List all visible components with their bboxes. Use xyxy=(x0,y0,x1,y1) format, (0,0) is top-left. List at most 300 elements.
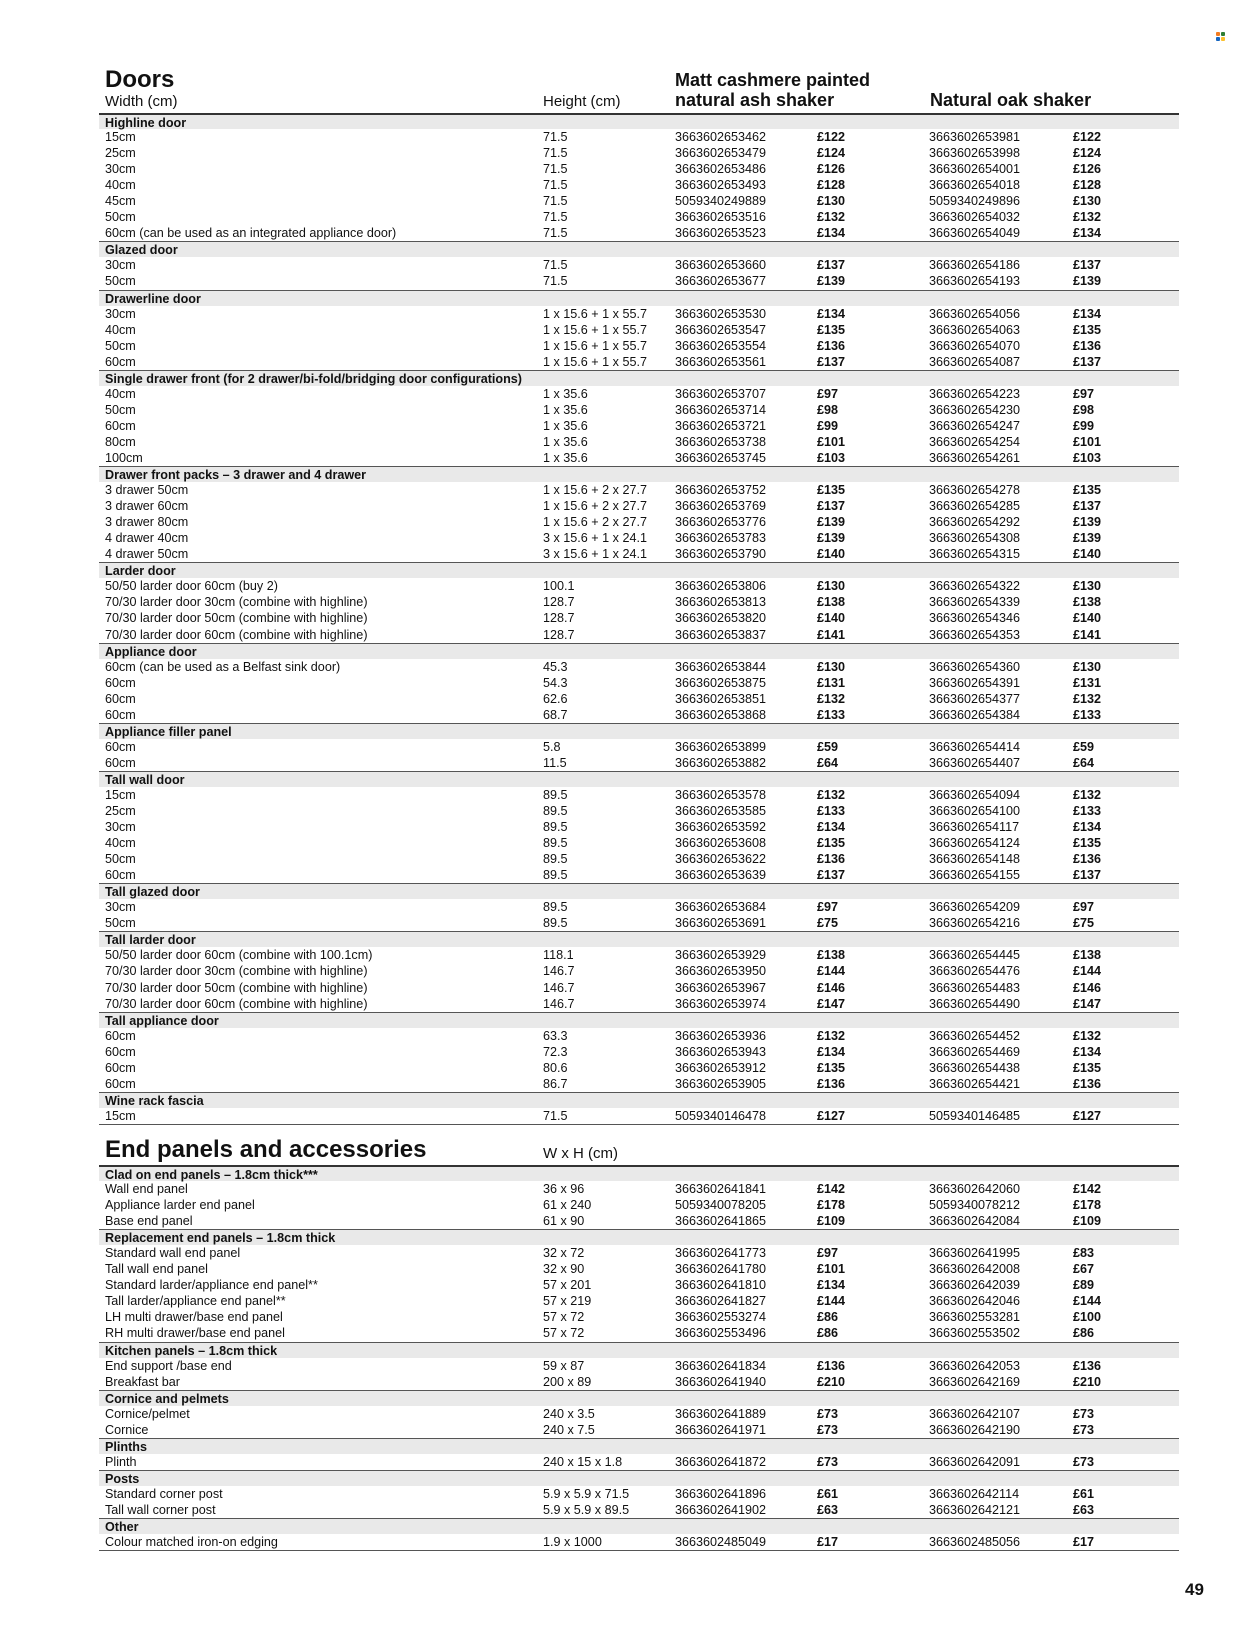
table-row xyxy=(99,1358,1179,1374)
item-label: 50cm xyxy=(105,916,136,931)
ash-price: £144 xyxy=(817,1294,846,1309)
dimension-cell: 63.3 xyxy=(543,1028,568,1043)
table-row xyxy=(99,578,1179,594)
oak-price: £128 xyxy=(1073,178,1102,193)
ash-price: £135 xyxy=(817,836,846,851)
table-row xyxy=(99,273,1179,289)
dimension-cell: 1 x 35.6 xyxy=(543,434,588,449)
category-row xyxy=(99,1165,1179,1181)
oak-price: £144 xyxy=(1073,1294,1102,1309)
item-label: 15cm xyxy=(105,130,136,145)
ash-product-code: 3663602653769 xyxy=(675,499,767,514)
dimension-cell: 1 x 15.6 + 1 x 55.7 xyxy=(543,354,647,369)
table-bottom-rule xyxy=(99,1124,1179,1125)
oak-product-code: 3663602642114 xyxy=(929,1486,1020,1501)
ash-product-code: 3663602641896 xyxy=(675,1486,767,1501)
ash-price: £17 xyxy=(817,1535,839,1550)
ash-price: £134 xyxy=(817,1278,846,1293)
ash-product-code: 3663602641971 xyxy=(675,1422,767,1437)
oak-product-code: 3663602654100 xyxy=(929,804,1021,819)
oak-price: £137 xyxy=(1073,354,1102,369)
item-label: 60cm xyxy=(105,1044,136,1059)
ash-product-code: 3663602653882 xyxy=(675,755,767,770)
table-bottom-rule xyxy=(99,1550,1179,1551)
table-row xyxy=(99,867,1179,883)
category-label: Drawer front packs – 3 drawer and 4 drawer xyxy=(105,468,367,483)
dimension-cell: 1.9 x 1000 xyxy=(543,1535,602,1550)
item-label: 40cm xyxy=(105,836,136,851)
table-row xyxy=(99,338,1179,354)
ash-product-code: 3663602653752 xyxy=(675,483,767,498)
oak-product-code: 5059340146485 xyxy=(929,1108,1021,1123)
dimension-cell: 32 x 72 xyxy=(543,1246,585,1261)
table-row xyxy=(99,1028,1179,1044)
table-row xyxy=(99,1502,1179,1518)
ash-product-code: 3663602653899 xyxy=(675,739,767,754)
dimension-cell: 89.5 xyxy=(543,916,568,931)
category-row xyxy=(99,723,1179,739)
dimension-cell: 59 x 87 xyxy=(543,1358,585,1373)
ash-price: £61 xyxy=(817,1486,839,1501)
ash-price: £134 xyxy=(817,1044,846,1059)
dimension-cell: 62.6 xyxy=(543,691,568,706)
ash-price: £131 xyxy=(817,675,846,690)
ash-price: £59 xyxy=(817,739,839,754)
item-label: 60cm (can be used as a Belfast sink door) xyxy=(105,659,341,674)
dimension-cell: 1 x 15.6 + 1 x 55.7 xyxy=(543,306,647,321)
table-row xyxy=(99,193,1179,209)
oak-product-code: 3663602654056 xyxy=(929,306,1021,321)
item-label: 15cm xyxy=(105,787,136,802)
oak-price: £135 xyxy=(1073,322,1102,337)
item-label: 50cm xyxy=(105,852,136,867)
ash-price: £97 xyxy=(817,1246,839,1261)
item-label: 30cm xyxy=(105,258,136,273)
ash-product-code: 3663602485049 xyxy=(675,1535,767,1550)
ash-price: £75 xyxy=(817,916,839,931)
item-label: 60cm xyxy=(105,1076,136,1091)
item-label: LH multi drawer/base end panel xyxy=(105,1310,283,1325)
table-row xyxy=(99,1486,1179,1502)
ash-price: £130 xyxy=(817,659,846,674)
oak-product-code: 3663602654094 xyxy=(929,787,1021,802)
item-label: 50cm xyxy=(105,402,136,417)
oak-price: £144 xyxy=(1073,964,1102,979)
ash-price: £132 xyxy=(817,787,846,802)
table-row xyxy=(99,980,1179,996)
dimension-cell: 128.7 xyxy=(543,595,575,610)
dimension-cell: 89.5 xyxy=(543,787,568,802)
item-label: 60cm xyxy=(105,691,136,706)
item-label: Standard larder/appliance end panel** xyxy=(105,1278,318,1293)
ash-price: £86 xyxy=(817,1326,839,1341)
item-label: Appliance larder end panel xyxy=(105,1198,255,1213)
category-label: Tall appliance door xyxy=(105,1013,219,1028)
table-row xyxy=(99,1060,1179,1076)
oak-product-code: 3663602654407 xyxy=(929,755,1021,770)
category-label: Tall glazed door xyxy=(105,885,200,900)
dimension-cell: 71.5 xyxy=(543,162,568,177)
ash-product-code: 3663602653608 xyxy=(675,836,767,851)
table-row xyxy=(99,1293,1179,1309)
ash-price: £138 xyxy=(817,595,846,610)
table-row xyxy=(99,899,1179,915)
item-label: 60cm xyxy=(105,868,136,883)
oak-price: £132 xyxy=(1073,1028,1102,1043)
dimension-cell: 3 x 15.6 + 1 x 24.1 xyxy=(543,547,647,562)
dimension-cell: 240 x 7.5 xyxy=(543,1422,595,1437)
ash-product-code: 3663602653967 xyxy=(675,980,767,995)
item-label: 60cm xyxy=(105,1060,136,1075)
table-row xyxy=(99,306,1179,322)
dimension-cell: 1 x 15.6 + 1 x 55.7 xyxy=(543,338,647,353)
ash-price: £97 xyxy=(817,386,839,401)
table-row xyxy=(99,1213,1179,1229)
dimension-cell: 128.7 xyxy=(543,627,575,642)
table-row xyxy=(99,546,1179,562)
item-label: 50cm xyxy=(105,274,136,289)
ash-price: £126 xyxy=(817,162,846,177)
oak-shaker-header: Natural oak shaker xyxy=(930,90,1092,110)
ash-product-code: 3663602653622 xyxy=(675,852,767,867)
ash-product-code: 3663602653929 xyxy=(675,948,767,963)
ash-product-code: 3663602653523 xyxy=(675,226,767,241)
dimension-cell: 146.7 xyxy=(543,964,575,979)
dimension-cell: 57 x 72 xyxy=(543,1310,585,1325)
ash-price: £137 xyxy=(817,499,846,514)
dimension-cell: 57 x 72 xyxy=(543,1326,585,1341)
oak-price: £98 xyxy=(1073,402,1095,417)
ash-product-code: 3663602653738 xyxy=(675,434,767,449)
ash-product-code: 3663602653745 xyxy=(675,450,767,465)
oak-price: £178 xyxy=(1073,1198,1102,1213)
dimension-cell: 68.7 xyxy=(543,707,568,722)
dimension-cell: 45.3 xyxy=(543,659,568,674)
item-label: 60cm xyxy=(105,707,136,722)
oak-product-code: 3663602654278 xyxy=(929,483,1021,498)
oak-product-code: 3663602642169 xyxy=(929,1374,1021,1389)
table-row xyxy=(99,354,1179,370)
oak-price: £73 xyxy=(1073,1422,1095,1437)
item-label: 60cm xyxy=(105,675,136,690)
ash-product-code: 3663602641865 xyxy=(675,1214,767,1229)
table-row xyxy=(99,963,1179,979)
dimension-cell: 89.5 xyxy=(543,900,568,915)
category-row xyxy=(99,1012,1179,1028)
oak-product-code: 3663602654377 xyxy=(929,691,1021,706)
ash-price: £136 xyxy=(817,1076,846,1091)
ash-product-code: 5059340249889 xyxy=(675,194,767,209)
ash-price: £127 xyxy=(817,1108,846,1123)
category-label: Highline door xyxy=(105,116,187,130)
oak-price: £138 xyxy=(1073,595,1102,610)
oak-product-code: 3663602653981 xyxy=(929,130,1021,145)
oak-price: £146 xyxy=(1073,980,1102,995)
item-label: Wall end panel xyxy=(105,1182,188,1197)
oak-product-code: 3663602654148 xyxy=(929,852,1021,867)
ash-price: £137 xyxy=(817,258,846,273)
category-row xyxy=(99,771,1179,787)
table-row xyxy=(99,257,1179,273)
ash-price: £135 xyxy=(817,1060,846,1075)
oak-product-code: 3663602654346 xyxy=(929,611,1021,626)
table-row xyxy=(99,1534,1179,1550)
category-label: Posts xyxy=(105,1471,140,1486)
dimension-cell: 71.5 xyxy=(543,194,568,209)
item-label: 4 drawer 40cm xyxy=(105,531,189,546)
dimension-cell: 1 x 15.6 + 2 x 27.7 xyxy=(543,515,647,530)
ash-product-code: 3663602641834 xyxy=(675,1358,767,1373)
ash-price: £136 xyxy=(817,338,846,353)
oak-product-code: 3663602653998 xyxy=(929,146,1021,161)
oak-price: £137 xyxy=(1073,499,1102,514)
category-label: Other xyxy=(105,1520,139,1535)
oak-price: £103 xyxy=(1073,450,1102,465)
oak-product-code: 3663602642060 xyxy=(929,1182,1021,1197)
oak-price: £59 xyxy=(1073,739,1095,754)
oak-product-code: 3663602654391 xyxy=(929,675,1021,690)
table-row xyxy=(99,386,1179,402)
dimension-cell: 71.5 xyxy=(543,258,568,273)
ash-product-code: 3663602653936 xyxy=(675,1028,767,1043)
ash-price: £138 xyxy=(817,948,846,963)
dimension-cell: 61 x 90 xyxy=(543,1214,585,1229)
ash-price: £140 xyxy=(817,611,846,626)
oak-price: £97 xyxy=(1073,900,1095,915)
item-label: 70/30 larder door 50cm (combine with highline) xyxy=(105,980,368,995)
category-row xyxy=(99,466,1179,482)
dimension-cell: 1 x 35.6 xyxy=(543,450,588,465)
oak-price: £63 xyxy=(1073,1502,1095,1517)
category-label: Kitchen panels – 1.8cm thick xyxy=(105,1343,278,1358)
table-row xyxy=(99,659,1179,675)
table-row xyxy=(99,947,1179,963)
oak-price: £139 xyxy=(1073,531,1102,546)
dimension-cell: 57 x 219 xyxy=(543,1294,592,1309)
oak-price: £99 xyxy=(1073,418,1095,433)
item-label: Tall wall end panel xyxy=(105,1262,208,1277)
ash-product-code: 3663602653837 xyxy=(675,627,767,642)
table-row xyxy=(99,450,1179,466)
oak-product-code: 3663602654384 xyxy=(929,707,1021,722)
oak-price: £130 xyxy=(1073,659,1102,674)
oak-product-code: 3663602642008 xyxy=(929,1262,1021,1277)
item-label: 60cm xyxy=(105,1028,136,1043)
table-row xyxy=(99,1309,1179,1325)
ash-product-code: 3663602653974 xyxy=(675,996,767,1011)
oak-price: £130 xyxy=(1073,579,1102,594)
oak-price: £130 xyxy=(1073,194,1102,209)
dimension-cell: 71.5 xyxy=(543,130,568,145)
item-label: Plinth xyxy=(105,1454,137,1469)
oak-product-code: 3663602654063 xyxy=(929,322,1021,337)
item-label: 3 drawer 60cm xyxy=(105,499,189,514)
oak-product-code: 5059340249896 xyxy=(929,194,1021,209)
oak-price: £147 xyxy=(1073,996,1102,1011)
oak-product-code: 3663602654292 xyxy=(929,515,1021,530)
category-row xyxy=(99,931,1179,947)
oak-price: £134 xyxy=(1073,226,1102,241)
item-label: 25cm xyxy=(105,146,136,161)
oak-price: £136 xyxy=(1073,852,1102,867)
dimension-cell: 89.5 xyxy=(543,820,568,835)
dimension-cell: 5.9 x 5.9 x 71.5 xyxy=(543,1486,630,1501)
ash-product-code: 3663602653639 xyxy=(675,868,767,883)
ash-price: £144 xyxy=(817,964,846,979)
item-label: 60cm xyxy=(105,739,136,754)
ash-product-code: 3663602653578 xyxy=(675,787,767,802)
oak-price: £136 xyxy=(1073,338,1102,353)
item-label: 60cm xyxy=(105,418,136,433)
ash-price: £132 xyxy=(817,210,846,225)
oak-price: £137 xyxy=(1073,868,1102,883)
oak-price: £101 xyxy=(1073,434,1102,449)
ash-shaker-header-line2: natural ash shaker xyxy=(675,90,835,110)
table-row xyxy=(99,530,1179,546)
oak-price: £17 xyxy=(1073,1535,1095,1550)
dimension-cell: 1 x 15.6 + 2 x 27.7 xyxy=(543,483,647,498)
table-row xyxy=(99,1422,1179,1438)
oak-price: £133 xyxy=(1073,707,1102,722)
oak-price: £75 xyxy=(1073,916,1095,931)
table-row xyxy=(99,498,1179,514)
ash-price: £136 xyxy=(817,1358,846,1373)
item-label: 80cm xyxy=(105,434,136,449)
oak-product-code: 3663602654209 xyxy=(929,900,1021,915)
table-row xyxy=(99,418,1179,434)
ash-product-code: 3663602653905 xyxy=(675,1076,767,1091)
table-row xyxy=(99,129,1179,145)
ash-price: £73 xyxy=(817,1454,839,1469)
ash-price: £63 xyxy=(817,1502,839,1517)
oak-product-code: 3663602654001 xyxy=(929,162,1021,177)
ash-price: £130 xyxy=(817,194,846,209)
ash-product-code: 3663602653776 xyxy=(675,515,767,530)
ash-price: £137 xyxy=(817,354,846,369)
table-row xyxy=(99,1374,1179,1390)
item-label: 60cm xyxy=(105,755,136,770)
table-row xyxy=(99,1261,1179,1277)
oak-product-code: 3663602553502 xyxy=(929,1326,1021,1341)
oak-price: £64 xyxy=(1073,755,1095,770)
ash-price: £101 xyxy=(817,434,846,449)
dimension-cell: 71.5 xyxy=(543,226,568,241)
ash-price: £133 xyxy=(817,804,846,819)
oak-price: £134 xyxy=(1073,1044,1102,1059)
ash-price: £135 xyxy=(817,483,846,498)
category-row xyxy=(99,643,1179,659)
category-label: Wine rack fascia xyxy=(105,1093,204,1108)
oak-price: £67 xyxy=(1073,1262,1095,1277)
ash-price: £134 xyxy=(817,820,846,835)
oak-price: £133 xyxy=(1073,804,1102,819)
category-label: Clad on end panels – 1.8cm thick*** xyxy=(105,1168,318,1182)
item-label: 100cm xyxy=(105,450,143,465)
oak-product-code: 3663602654308 xyxy=(929,531,1021,546)
oak-product-code: 3663602654414 xyxy=(929,739,1021,754)
table-row xyxy=(99,996,1179,1012)
ash-product-code: 3663602553496 xyxy=(675,1326,767,1341)
oak-product-code: 3663602654476 xyxy=(929,964,1021,979)
category-row xyxy=(99,883,1179,899)
item-label: Colour matched iron-on edging xyxy=(105,1535,278,1550)
item-label: Cornice xyxy=(105,1422,149,1437)
dimension-cell: 100.1 xyxy=(543,579,575,594)
dimension-cell: 3 x 15.6 + 1 x 24.1 xyxy=(543,531,647,546)
ash-price: £137 xyxy=(817,868,846,883)
oak-price: £137 xyxy=(1073,258,1102,273)
oak-product-code: 5059340078212 xyxy=(929,1198,1021,1213)
dimension-cell: 86.7 xyxy=(543,1076,568,1091)
ash-product-code: 3663602641773 xyxy=(675,1246,767,1261)
ash-product-code: 3663602653691 xyxy=(675,916,767,931)
ash-price: £134 xyxy=(817,226,846,241)
table-row xyxy=(99,819,1179,835)
oak-product-code: 3663602654216 xyxy=(929,916,1021,931)
oak-product-code: 3663602553281 xyxy=(929,1310,1021,1325)
ash-price: £73 xyxy=(817,1422,839,1437)
table-row xyxy=(99,707,1179,723)
ash-product-code: 3663602641810 xyxy=(675,1278,767,1293)
category-row xyxy=(99,370,1179,386)
oak-price: £131 xyxy=(1073,675,1102,690)
oak-product-code: 3663602654049 xyxy=(929,226,1021,241)
ash-price: £142 xyxy=(817,1182,846,1197)
ash-product-code: 3663602641780 xyxy=(675,1262,767,1277)
oak-product-code: 3663602654186 xyxy=(929,258,1021,273)
ash-price: £128 xyxy=(817,178,846,193)
category-row xyxy=(99,1470,1179,1486)
item-label: 70/30 larder door 30cm (combine with highline) xyxy=(105,964,368,979)
dimension-cell: 1 x 35.6 xyxy=(543,402,588,417)
dimension-cell: 71.5 xyxy=(543,1108,568,1123)
oak-price: £135 xyxy=(1073,483,1102,498)
oak-product-code: 3663602642121 xyxy=(929,1502,1021,1517)
end-panels-price-table xyxy=(99,1165,1179,1551)
ash-product-code: 3663602653813 xyxy=(675,595,767,610)
oak-price: £83 xyxy=(1073,1246,1095,1261)
oak-price: £86 xyxy=(1073,1326,1095,1341)
oak-product-code: 3663602654247 xyxy=(929,418,1021,433)
category-label: Glazed door xyxy=(105,243,178,258)
oak-price: £124 xyxy=(1073,146,1102,161)
item-label: End support /base end xyxy=(105,1358,232,1373)
ash-price: £130 xyxy=(817,579,846,594)
ash-price: £64 xyxy=(817,755,839,770)
item-label: Standard corner post xyxy=(105,1486,223,1501)
table-row xyxy=(99,1197,1179,1213)
table-row xyxy=(99,851,1179,867)
ash-price: £98 xyxy=(817,402,839,417)
item-label: Breakfast bar xyxy=(105,1374,180,1389)
oak-product-code: 3663602654223 xyxy=(929,386,1021,401)
ash-product-code: 5059340078205 xyxy=(675,1198,767,1213)
table-row xyxy=(99,322,1179,338)
category-label: Appliance door xyxy=(105,644,197,659)
category-row xyxy=(99,241,1179,257)
item-label: 50/50 larder door 60cm (combine with 100.1cm) xyxy=(105,948,373,963)
item-label: 70/30 larder door 50cm (combine with highline) xyxy=(105,611,368,626)
dimension-cell: 89.5 xyxy=(543,836,568,851)
oak-price: £136 xyxy=(1073,1358,1102,1373)
category-label: Tall wall door xyxy=(105,772,185,787)
item-label: 50/50 larder door 60cm (buy 2) xyxy=(105,579,278,594)
ash-product-code: 3663602653479 xyxy=(675,146,767,161)
table-row xyxy=(99,482,1179,498)
category-row xyxy=(99,1518,1179,1534)
dimension-cell: 89.5 xyxy=(543,804,568,819)
ash-product-code: 3663602653806 xyxy=(675,579,767,594)
